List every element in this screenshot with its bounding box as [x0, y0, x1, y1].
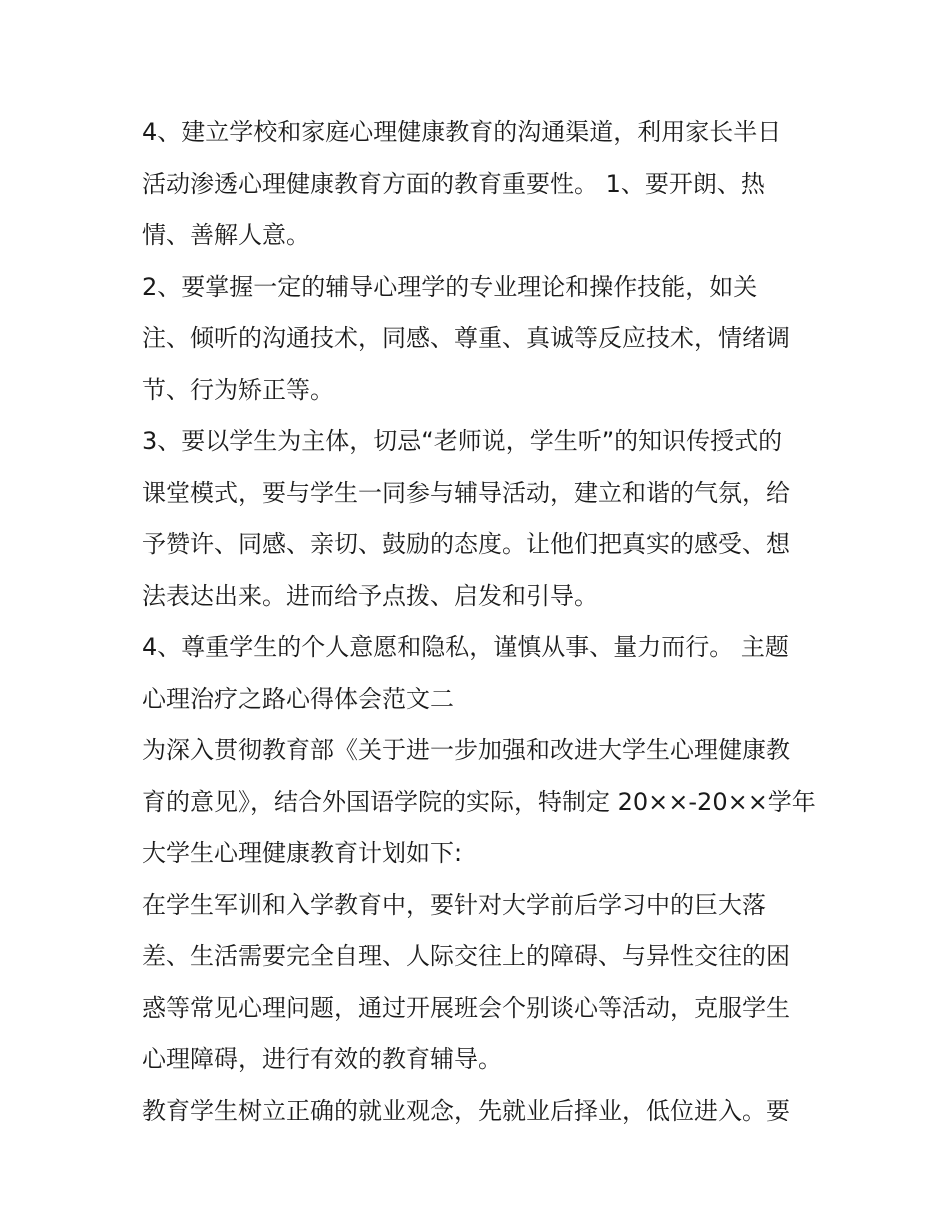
text-line: 课堂模式，要与学生一同参与辅导活动，建立和谐的气氛，给	[142, 478, 790, 507]
text-line: 差、生活需要完全自理、人际交往上的障碍、与异性交往的困	[142, 942, 790, 970]
text-line: 惑等常见心理问题，通过开展班会个别谈心等活动，克服学生	[142, 993, 790, 1022]
text-line: 节、行为矫正等。	[142, 375, 334, 404]
text-line: 注、倾听的沟通技术，同感、尊重、真诚等反应技术，情绪调	[142, 324, 790, 352]
text-line: 情、善解人意。	[142, 221, 310, 249]
text-line: 法表达出来。进而给予点拨、启发和引导。	[142, 581, 598, 610]
text-line: 教育学生树立正确的就业观念，先就业后择业，低位进入。要	[142, 1096, 790, 1125]
text-line: 心理治疗之路心得体会范文二	[142, 684, 454, 713]
text-line: 2、要掌握一定的辅导心理学的专业理论和操作技能，如关	[142, 272, 758, 301]
text-line: 大学生心理健康教育计划如下:	[142, 839, 463, 867]
text-line: 心理障碍，进行有效的教育辅导。	[142, 1045, 502, 1073]
text-line: 3、要以学生为主体，切忌“老师说，学生听”的知识传授式的	[142, 427, 783, 455]
text-line: 育的意见》，结合外国语学院的实际，特制定 20××-20××学年	[142, 787, 816, 816]
text-line: 为深入贯彻教育部《关于进一步加强和改进大学生心理健康教	[142, 736, 790, 764]
text-line: 4、尊重学生的个人意愿和隐私，谨慎从事、量力而行。 主题	[142, 633, 789, 661]
body-text	[142, 107, 822, 1137]
text-line: 予赞许、同感、亲切、鼓励的态度。让他们把真实的感受、想	[142, 530, 790, 558]
text-line: 4、建立学校和家庭心理健康教育的沟通渠道，利用家长半日	[142, 118, 782, 146]
text-line: 活动渗透心理健康教育方面的教育重要性。 1、要开朗、热	[142, 169, 765, 198]
text-line: 在学生军训和入学教育中，要针对大学前后学习中的巨大落	[142, 890, 766, 919]
